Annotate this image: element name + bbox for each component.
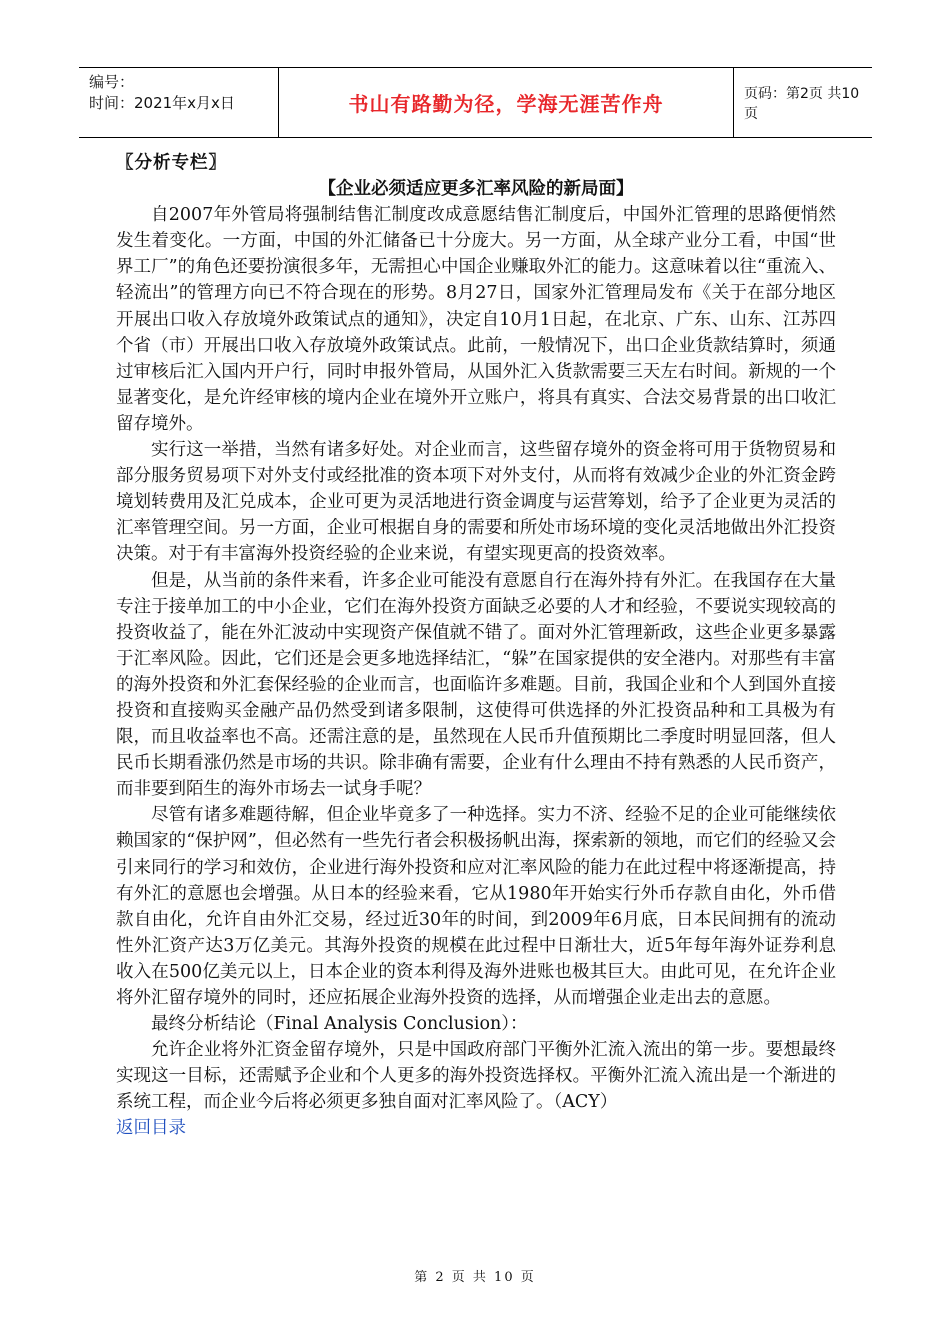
conclusion-heading: 最终分析结论（Final Analysis Conclusion）： — [151, 1014, 528, 1035]
paragraph-2: 实行这一举措，当然有诸多好处。对企业而言，这些留存境外的资金将可用于货物贸易和部分服务贸易项下对外支付或经批准的资本项下对外支付，从而将有效减少企业的外汇资金跨境划转费用及汇兑成本，企业可更为灵活地进行资金调度与运营筹划，给予了企业更为灵活的汇率管理空间。另一方面，企业可根据自身的需要和所处市场环境的变化灵活地做出外汇投资决策。对于有丰富海外投资经验的企业来说，有望实现更高的投资效率。 — [116, 440, 836, 565]
back-to-toc-link[interactable]: 返回目录 — [116, 1118, 186, 1139]
time-label: 时间：2021年x月x日 — [89, 94, 235, 112]
article-body — [116, 150, 836, 1142]
header-meta-cell — [79, 68, 279, 137]
column-title: 〖分析专栏〗 — [116, 153, 227, 173]
article-title: 【企业必须适应更多汇率风险的新局面】 — [318, 179, 634, 200]
paragraph-3: 但是，从当前的条件来看，许多企业可能没有意愿自行在海外持有外汇。在我国存在大量专注于接单加工的中小企业，它们在海外投资方面缺乏必要的人才和经验，不要说实现较高的投资收益了，能在外汇波动中实现资产保值就不错了。面对外汇管理新政，这些企业更多暴露于汇率风险。因此，它们还是会更多地选择结汇，“躲”在国家提供的安全港内。对那些有丰富的海外投资和外汇套保经验的企业而言，也面临许多难题。目前，我国企业和个人到国外直接投资和直接购买金融产品仍然受到诸多限制，这使得可供选择的外汇投资品种和工具极为有限，而且收益率也不高。还需注意的是，虽然现在人民币升值预期比二季度时明显回落，但人民币长期看涨仍然是市场的共识。除非确有需要，企业有什么理由不持有熟悉的人民币资产，而非要到陌生的海外市场去一试身手呢？ — [116, 570, 836, 800]
page-header — [79, 67, 872, 138]
paragraph-conclusion: 允许企业将外汇资金留存境外，只是中国政府部门平衡外汇流入流出的第一步。要想最终实现这一目标，还需赋予企业和个人更多的海外投资选择权。平衡外汇流入流出是一个渐进的系统工程，而企业今后将必须更多独自面对汇率风险了。（ACY） — [116, 1040, 836, 1113]
paragraph-4: 尽管有诸多难题待解，但企业毕竟多了一种选择。实力不济、经验不足的企业可能继续依赖国家的“保护网”，但必然有一些先行者会积极扬帆出海，探索新的领地，而它们的经验又会引来同行的学习和效仿，企业进行海外投资和应对汇率风险的能力在此过程中将逐渐提高，持有外汇的意愿也会增强。从日本的经验来看，它从1980年开始实行外币存款自由化，外币借款自由化，允许自由外汇交易，经过近30年的时间，到2009年6月底，日本民间拥有的流动性外汇资产达3万亿美元。其海外投资的规模在此过程中日渐壮大，近5年每年海外证券利息收入在500亿美元以上，日本企业的资本利得及海外进账也极其巨大。由此可见，在允许企业将外汇留存境外的同时，还应拓展企业海外投资的选择，从而增强企业走出去的意愿。 — [116, 805, 836, 1008]
header-page-info: 页码：第2页 共10页 — [744, 85, 860, 122]
paragraph-1: 自2007年外管局将强制结售汇制度改成意愿结售汇制度后，中国外汇管理的思路便悄然发生着变化。一方面，中国的外汇储备已十分庞大。另一方面，从全球产业分工看，中国“世界工厂”的角色还要扮演很多年，无需担心中国企业赚取外汇的能力。这意味着以往“重流入、轻流出”的管理方向已不符合现在的形势。8月27日，国家外汇管理局发布《关于在部分地区开展出口收入存放境外政策试点的通知》，决定自10月1日起，在北京、广东、山东、江苏四个省（市）开展出口收入存放境外政策试点。此前，一般情况下，出口企业货款结算时，须通过审核后汇入国内开户行，同时申报外管局，从国外汇入货款需要三天左右时间。新规的一个显著变化，是允许经审核的境内企业在境外开立账户，将具有真实、合法交易背景的出口收汇留存境外。 — [116, 205, 836, 434]
page-footer: 第 2 页 共 10 页 — [414, 1270, 536, 1285]
header-slogan: 书山有路勤为径，学海无涯苦作舟 — [279, 68, 734, 137]
number-label: 编号： — [89, 73, 135, 91]
